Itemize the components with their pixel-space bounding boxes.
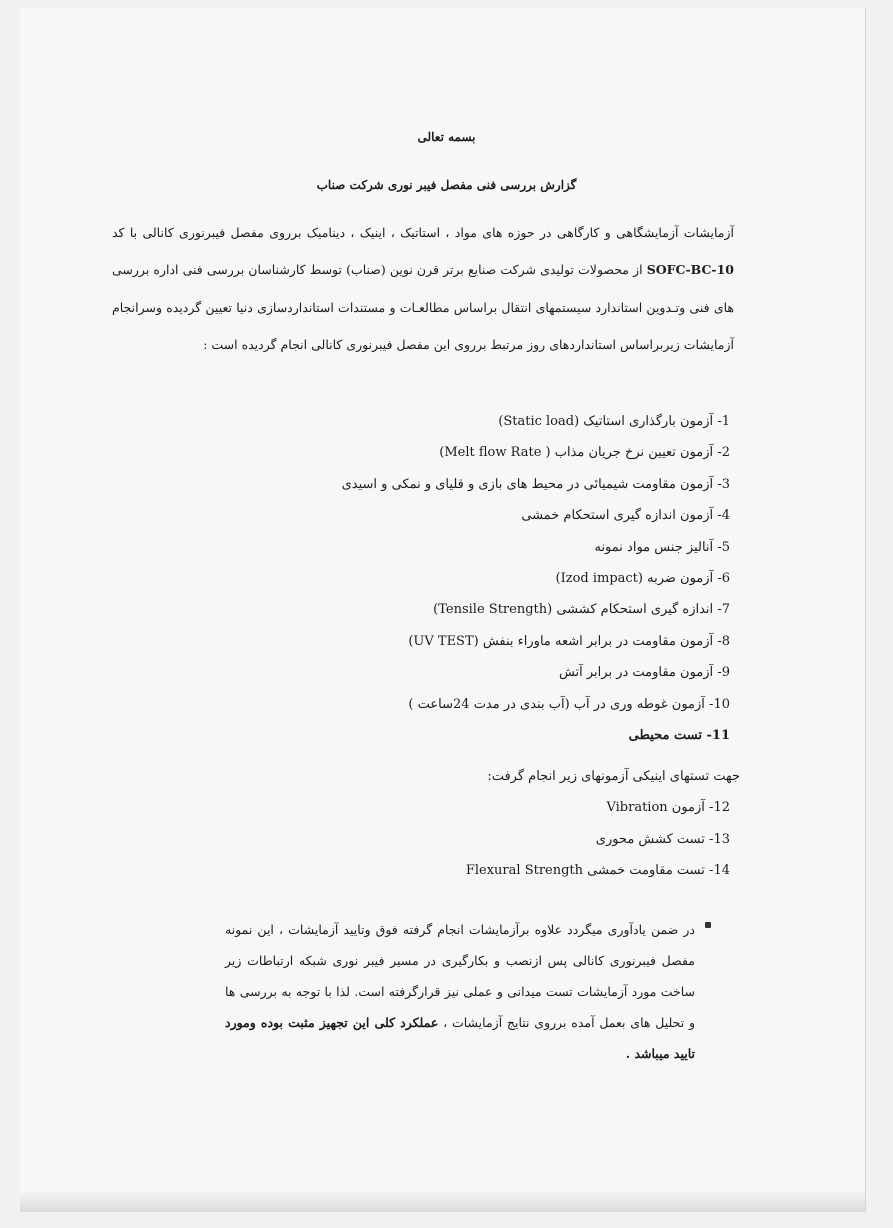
bullet-icon: [705, 922, 711, 928]
list-item: 2- آزمون تعیین نرخ جریان مذاب ( Melt flow Rate): [439, 445, 730, 461]
list-item: 3- آزمون مقاومت شیمیائی در محیط های بازی و قلیای و نمکی و اسیدی: [341, 476, 730, 492]
conclusion-paragraph: [225, 914, 695, 1069]
conclusion-text: در ضمن یادآوری میگردد علاوه برآزمایشات انجام گرفته فوق وتایید آزمایشات ، این نمونه مفصل فیبرنوری کانالی پس ازنصب و بکارگیری در مسیر فیبر نوری شبکه ارتباطات زیر ساخت مورد آزمایشات تست میدانی و عملی نیز قرارگرفته است. لذا با توجه به بررسی ها و تحلیل های بعمل آمده برروی نتایج آزمایشات ،: [225, 922, 695, 1030]
list-item: 4- آزمون اندازه گیری استحکام خمشی: [521, 508, 730, 524]
intro-text-1: آزمایشات آزمایشگاهی و کارگاهی در حوزه های مواد ، استاتیک ، اینیک ، دینامیک برروی مفصل فیبرنوری کانالی با کد: [112, 225, 734, 240]
list-item: 13- تست کشش محوری: [595, 831, 730, 847]
list-item: 9- آزمون مقاومت در برابر آتش: [558, 665, 730, 681]
list-item: 14- تست مقاومت خمشی Flexural Strength: [465, 863, 730, 879]
list-item: 5- آنالیز جنس مواد نمونه: [594, 539, 730, 555]
list-item: 8- آزمون مقاومت در برابر اشعه ماوراء بنفش (UV TEST): [408, 633, 730, 649]
extra-tests-intro: جهت تستهای اینیکی آزمونهای زیر انجام گرفت:: [487, 769, 740, 784]
list-item: 11- تست محیطی: [628, 727, 730, 743]
product-code: SOFC-BC-10: [646, 262, 734, 278]
bismillah-heading: بسمه تعالی: [417, 130, 476, 144]
page-edge-shadow: [20, 1192, 865, 1212]
extra-tests-block: [290, 761, 740, 887]
list-item: 10- آزمون غوطه وری در آب (آب بندی در مدت 24ساعت ): [408, 696, 730, 712]
report-title: گزارش بررسی فنی مفصل فیبر نوری شرکت صناب: [316, 178, 577, 192]
test-list: [290, 406, 730, 751]
conclusion-verdict: عملکرد کلی این تجهیز مثبت بوده ومورد تایید میباشد .: [225, 1015, 695, 1061]
list-item: 12- آزمون Vibration: [606, 800, 730, 816]
list-item: 7- اندازه گیری استحکام کششی (Tensile Strength): [433, 602, 730, 618]
intro-paragraph: [112, 214, 734, 363]
list-item: 1- آزمون بارگذاری استاتیک (Static load): [498, 414, 730, 429]
intro-text-2: از محصولات تولیدی شرکت صنایع برتر قرن نوین (صناب) توسط کارشناسان بررسی فنی اداره بررسی های فنی وتـدوین استاندارد سیستمهای انتقال براساس مطالعـات و مستندات استانداردسازی دنیا تعیین گردیده وسرانجام آزمایشات زیربراساس استانداردهای روز مرتبط برروی این مفصل فیبرنوری کانالی انجام گردیده است :: [112, 262, 734, 352]
list-item: 6- آزمون ضربه (Izod impact): [555, 570, 730, 586]
